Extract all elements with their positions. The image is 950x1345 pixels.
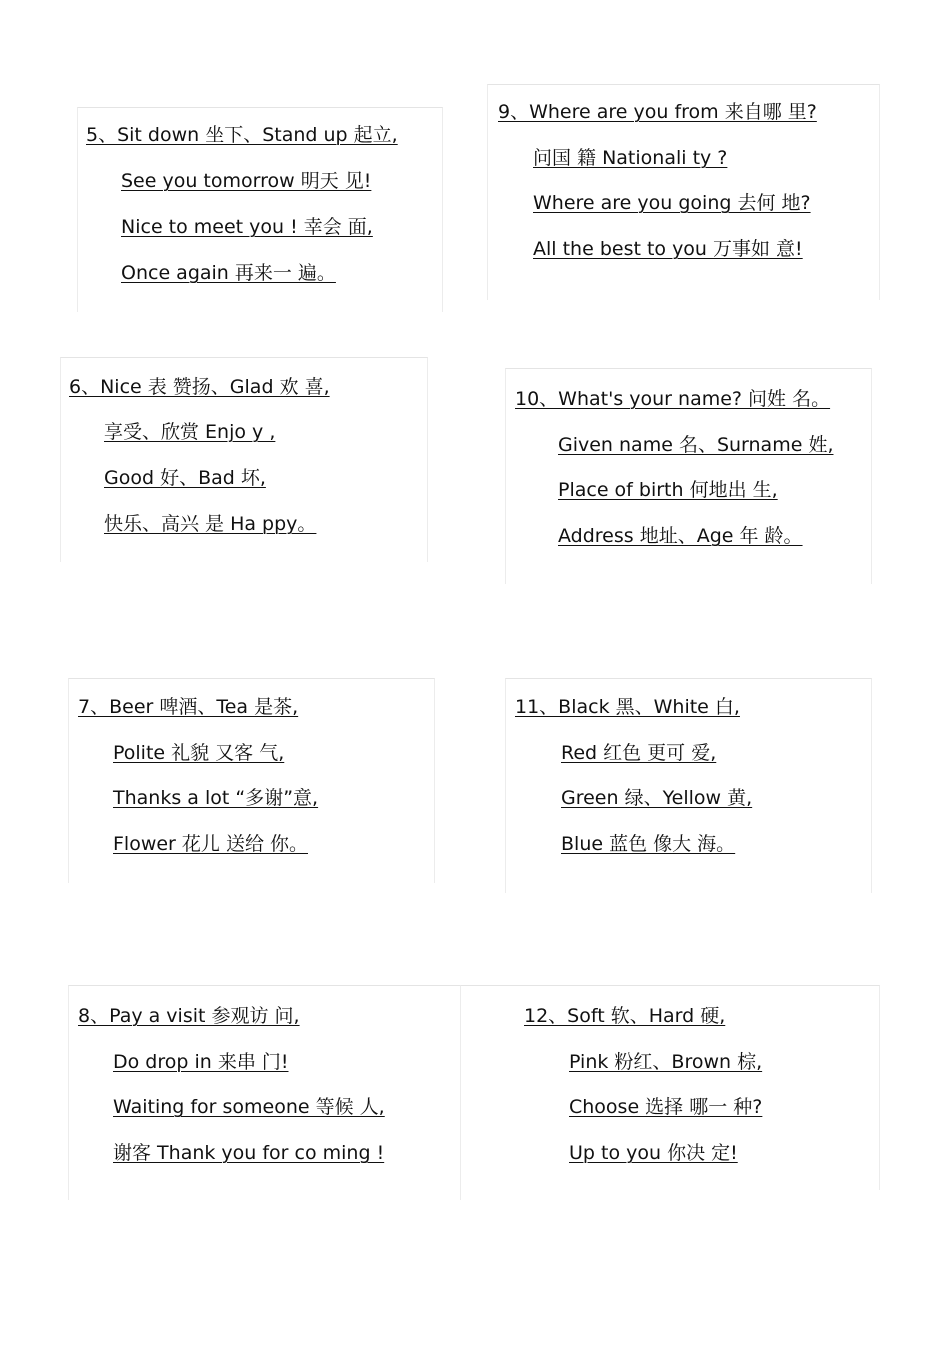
card-10-line-4: Address 地址、Age 年 龄。 [558, 525, 803, 547]
card-9-line-1: 9、Where are you from 来自哪 里? [498, 101, 817, 123]
card-8-line-1: 8、Pay a visit 参观访 问, [78, 1005, 300, 1027]
card-9-line-4: All the best to you 万事如 意! [533, 238, 803, 260]
card-7-line-2: Polite 礼貌 又客 气, [113, 742, 285, 764]
card-8-line-3: Waiting for someone 等候 人, [113, 1096, 385, 1118]
card-12-line-4: Up to you 你决 定! [569, 1142, 738, 1164]
card-10-line-2: Given name 名、Surname 姓, [558, 434, 834, 456]
card-11-line-1: 11、Black 黑、White 白, [515, 696, 740, 718]
card-6-line-3: Good 好、Bad 坏, [104, 467, 266, 489]
card-9-line-2: 问国 籍 Nationali ty ? [533, 147, 728, 169]
card-5-line-4: Once again 再来一 遍。 [121, 262, 336, 284]
card-6-line-1: 6、Nice 表 赞扬、Glad 欢 喜, [69, 376, 330, 398]
card-6-line-4: 快乐、高兴 是 Ha ppy。 [104, 513, 317, 535]
card-12-line-2: Pink 粉红、Brown 棕, [569, 1051, 763, 1073]
card-7-line-3: Thanks a lot “多谢”意, [113, 787, 319, 809]
card-5-line-1: 5、Sit down 坐下、Stand up 起立, [86, 124, 398, 146]
card-11-line-3: Green 绿、Yellow 黄, [561, 787, 753, 809]
card-11-line-2: Red 红色 更可 爱, [561, 742, 717, 764]
card-9-line-3: Where are you going 去何 地? [533, 192, 811, 214]
card-10-line-1: 10、What's your name? 问姓 名。 [515, 388, 831, 410]
card-5-line-3: Nice to meet you ! 幸会 面, [121, 216, 373, 238]
card-10-line-3: Place of birth 何地出 生, [558, 479, 778, 501]
card-11-line-4: Blue 蓝色 像大 海。 [561, 833, 736, 855]
card-8-line-2: Do drop in 来串 门! [113, 1051, 289, 1073]
card-12-line-1: 12、Soft 软、Hard 硬, [524, 1005, 726, 1027]
card-12-line-3: Choose 选择 哪一 种? [569, 1096, 763, 1118]
card-5-line-2: See you tomorrow 明天 见! [121, 170, 372, 192]
card-6-line-2: 享受、欣赏 Enjo y , [104, 421, 276, 443]
card-8-line-4: 谢客 Thank you for co ming ! [113, 1142, 385, 1164]
card-7-line-1: 7、Beer 啤酒、Tea 是茶, [78, 696, 299, 718]
card-7-line-4: Flower 花儿 送给 你。 [113, 833, 308, 855]
